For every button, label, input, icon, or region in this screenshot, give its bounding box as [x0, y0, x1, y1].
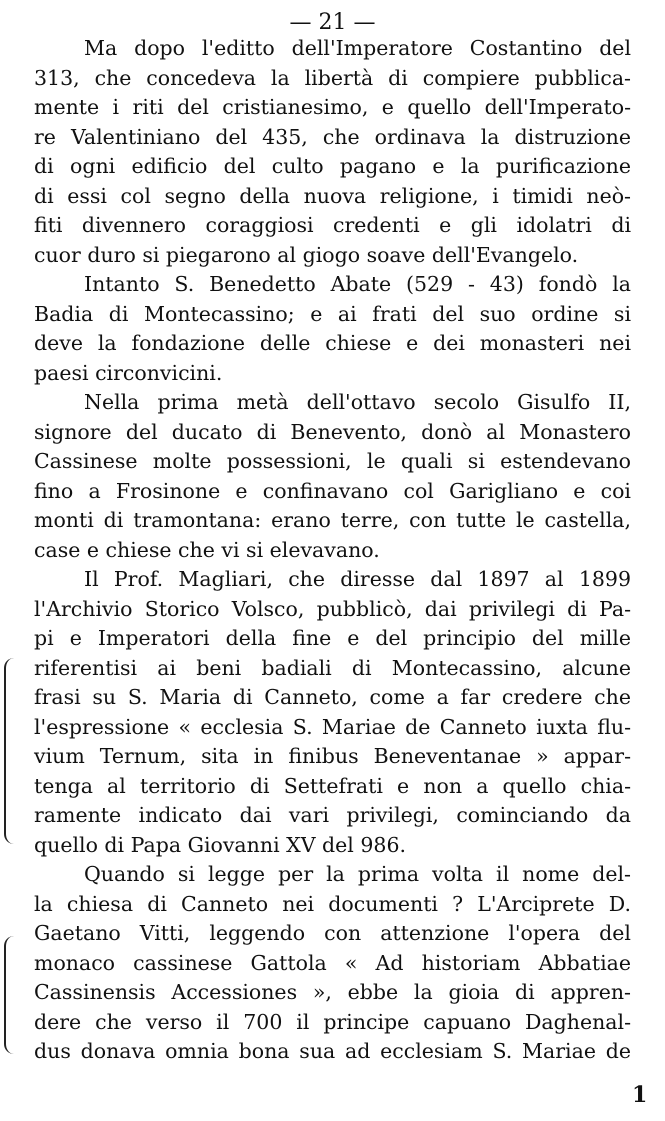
margin-bracket	[4, 658, 16, 844]
text-line: dere che verso il 700 il principe capuano Daghenal-	[34, 1009, 631, 1034]
text-line: cuor duro si piegarono al giogo soave dell'Evangelo.	[34, 242, 579, 267]
text-line: tenga al territorio di Settefrati e non a quello chia-	[34, 773, 631, 798]
text-line: fiti divennero coraggiosi credenti e gli idolatri di	[34, 213, 631, 237]
text-line: mente i riti del cristianesimo, e quello dell'Imperato-	[34, 95, 631, 119]
text-line: monaco cassinese Gattola « Ad historiam Abbatiae	[34, 950, 631, 975]
text-line: Quando si legge per la prima volta il nome del-	[84, 862, 631, 886]
text-line: riferentisi ai beni badiali di Montecassino, alcune	[34, 655, 631, 680]
text-line: l'Archivio Storico Volsco, pubblicò, dai privilegi di Pa-	[34, 596, 631, 621]
text-line: di ogni edificio del culto pagano e la purificazione	[34, 154, 631, 178]
corner-mark: 1	[632, 1082, 648, 1108]
text-line: Gaetano Vitti, leggendo con attenzione l'opera del	[34, 921, 631, 945]
text-line: Il Prof. Magliari, che diresse dal 1897 al 1899	[84, 567, 631, 591]
margin-bracket	[4, 936, 16, 1054]
text-line: fino a Frosinone e confinavano col Garigliano e coi	[34, 478, 631, 503]
text-line: signore del ducato di Benevento, donò al Monastero	[34, 419, 631, 444]
text-line: Intanto S. Benedetto Abate (529 - 43) fondò la	[84, 272, 631, 296]
text-line: paesi circonvicini.	[34, 360, 223, 385]
text-line: Cassinensis Accessiones », ebbe la gioia di appren-	[34, 980, 631, 1004]
text-line: Badia di Montecassino; e ai frati del suo ordine si	[34, 301, 631, 326]
text-line: re Valentiniano del 435, che ordinava la distruzione	[34, 124, 631, 149]
text-line: dus donava omnia bona sua ad ecclesiam S. Mariae de	[34, 1039, 631, 1063]
text-line: la chiesa di Canneto nei documenti ? L'Arciprete D.	[34, 891, 631, 916]
text-line: ramente indicato dai vari privilegi, cominciando da	[34, 803, 631, 827]
body-text	[34, 34, 631, 1067]
text-line: Cassinese molte possessioni, le quali si estendevano	[34, 449, 631, 473]
text-line: monti di tramontana: erano terre, con tutte le castella,	[34, 508, 631, 532]
text-line: case e chiese che vi si elevavano.	[34, 537, 380, 562]
text-line: di essi col segno della nuova religione, i timidi neò-	[34, 183, 631, 208]
text-line: l'espressione « ecclesia S. Mariae de Canneto iuxta flu-	[34, 714, 631, 739]
text-line: Ma dopo l'editto dell'Imperatore Costantino del	[84, 36, 631, 60]
text-line: 313, che concedeva la libertà di compiere pubblica-	[34, 65, 631, 90]
page-number: — 21 —	[289, 10, 376, 35]
text-line: frasi su S. Maria di Canneto, come a far credere che	[34, 685, 631, 709]
text-line: vium Ternum, sita in finibus Beneventanae » appar-	[34, 744, 631, 768]
text-line: deve la fondazione delle chiese e dei monasteri nei	[34, 331, 631, 355]
text-line: Nella prima metà dell'ottavo secolo Gisulfo II,	[84, 390, 631, 414]
text-line: quello di Papa Giovanni XV del 986.	[34, 832, 407, 857]
text-line: pi e Imperatori della fine e del principio del mille	[34, 626, 631, 650]
